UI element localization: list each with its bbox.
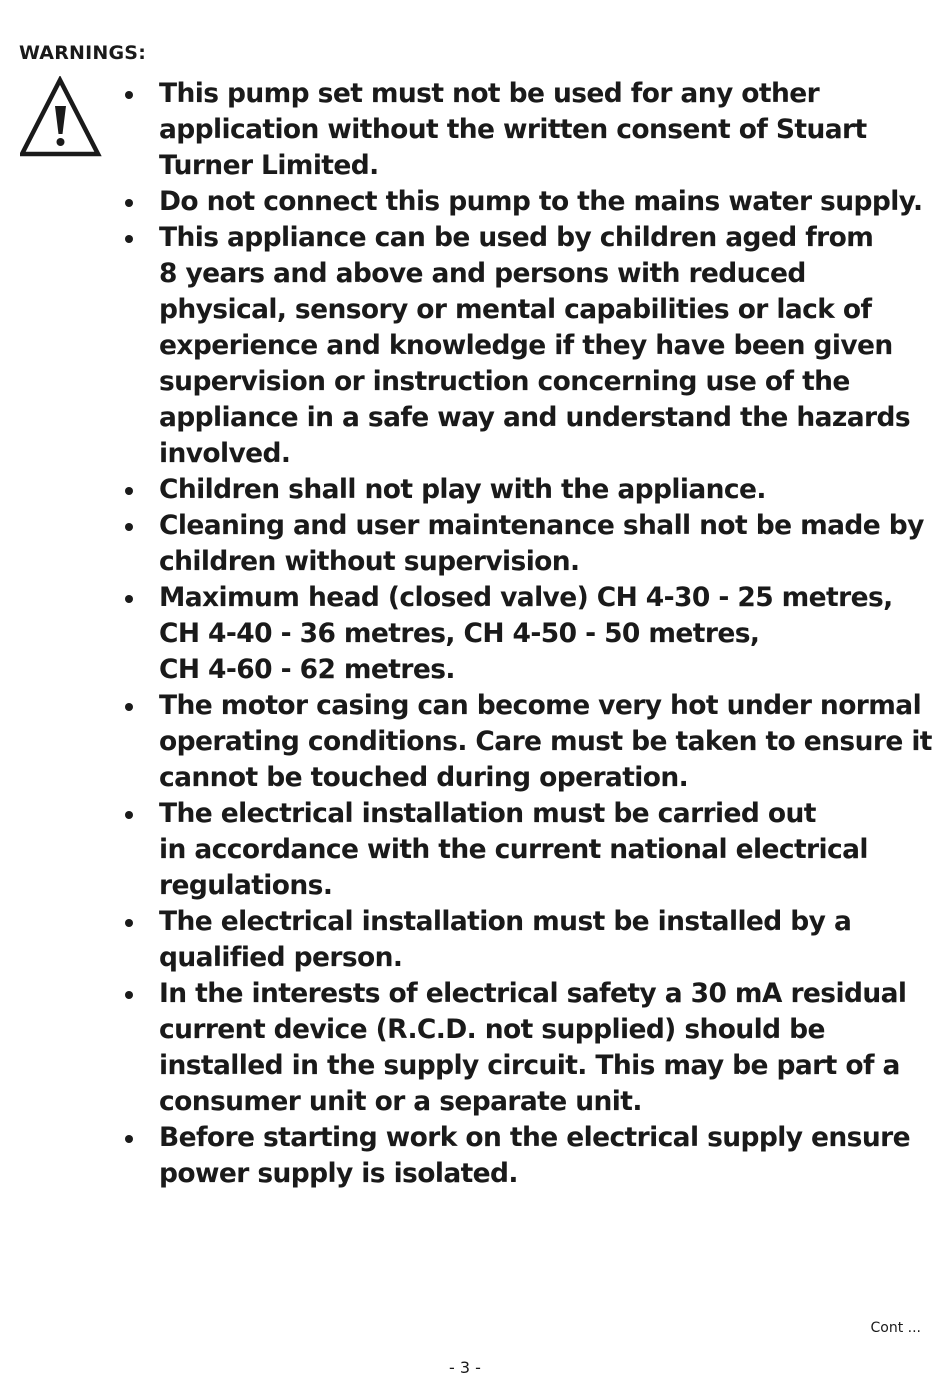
bullet-icon [125, 811, 133, 819]
warning-text: In the interests of electrical safety a 30 mA residual current device (R.C.D. not supplied) should be installed in the supply circuit. This may be part of a consumer unit or a separate unit. [159, 978, 907, 1117]
list-item [122, 904, 932, 976]
bullet-icon [125, 595, 133, 603]
list-item [122, 1120, 932, 1192]
warnings-list [122, 76, 932, 1192]
bullet-icon [125, 487, 133, 495]
list-item [122, 688, 932, 796]
warning-text: Do not connect this pump to the mains water supply. [159, 186, 923, 217]
page-number: - 3 - [449, 1358, 481, 1377]
warning-text: Maximum head (closed valve) CH 4-30 - 25 metres, CH 4-40 - 36 metres, CH 4-50 - 50 metres, CH 4-60 - 62 metres. [159, 582, 893, 685]
list-item [122, 508, 932, 580]
bullet-icon [125, 199, 133, 207]
bullet-icon [125, 235, 133, 243]
list-item [122, 796, 932, 904]
warning-text: The electrical installation must be carried out in accordance with the current national electrical regulations. [159, 798, 868, 901]
warning-text: The electrical installation must be installed by a qualified person. [159, 906, 852, 973]
bullet-icon [125, 1135, 133, 1143]
list-item [122, 472, 932, 508]
warning-text: Children shall not play with the appliance. [159, 474, 766, 505]
continued-note: Cont ... [870, 1320, 921, 1336]
list-item [122, 580, 932, 688]
warnings-heading: WARNINGS: [19, 42, 146, 64]
warning-text: Before starting work on the electrical supply ensure power supply is isolated. [159, 1122, 910, 1189]
warning-text: This appliance can be used by children aged from 8 years and above and persons with reduced physical, sensory or mental capabilities or lack of experience and knowledge if they have been given supervision or instruction concerning use of the appliance in a safe way and understand the hazards involved. [159, 222, 911, 469]
warning-text: The motor casing can become very hot under normal operating conditions. Care must be taken to ensure it cannot be touched during operation. [159, 690, 932, 793]
warning-triangle-icon [20, 76, 102, 158]
bullet-icon [125, 703, 133, 711]
warning-text: Cleaning and user maintenance shall not be made by children without supervision. [159, 510, 924, 577]
bullet-icon [125, 523, 133, 531]
list-item [122, 976, 932, 1120]
bullet-icon [125, 91, 133, 99]
bullet-icon [125, 919, 133, 927]
warning-text: This pump set must not be used for any other application without the written consent of Stuart Turner Limited. [159, 78, 867, 181]
list-item [122, 76, 932, 184]
list-item [122, 184, 932, 220]
list-item [122, 220, 932, 472]
bullet-icon [125, 991, 133, 999]
